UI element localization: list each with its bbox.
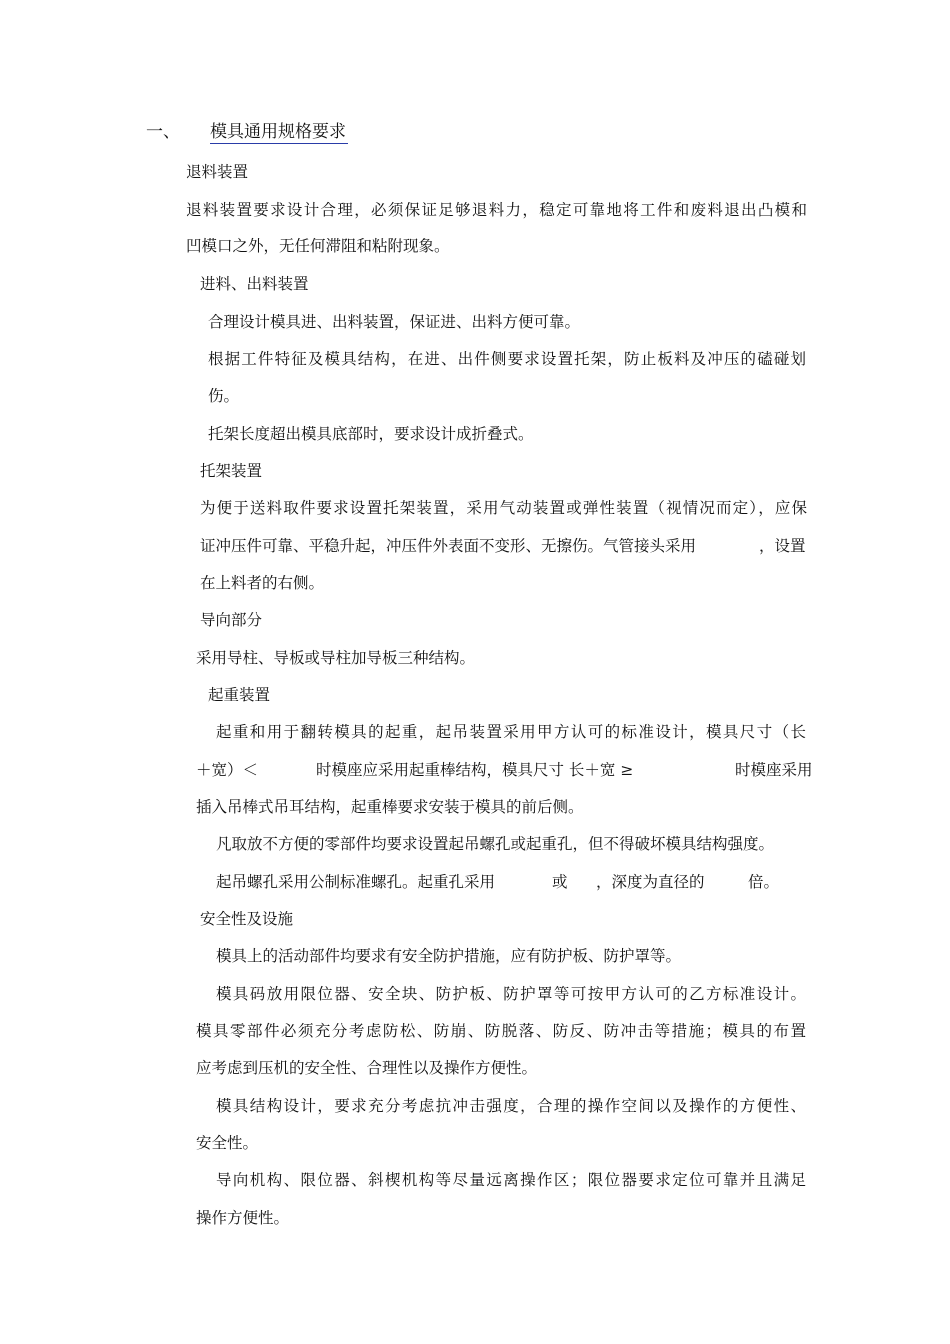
paragraph-line: 托架长度超出模具底部时，要求设计成折叠式。 xyxy=(208,425,534,443)
paragraph-line-fragment: 起吊螺孔采用公制标准螺孔。起重孔采用 xyxy=(216,873,496,891)
paragraph-line: 凹模口之外，无任何滞阻和粘附现象。 xyxy=(186,237,450,255)
subheading-guide: 导向部分 xyxy=(200,611,263,629)
paragraph-line: 凡取放不方便的零部件均要求设置起吊螺孔或起重孔，但不得破坏模具结构强度。 xyxy=(216,835,775,853)
paragraph-line: 采用导柱、导板或导柱加导板三种结构。 xyxy=(196,649,476,667)
subheading-feed: 进料、出料装置 xyxy=(200,275,309,293)
paragraph-line: 模具结构设计，要求充分考虑抗冲击强度，合理的操作空间以及操作的方便性、 xyxy=(216,1097,806,1115)
paragraph-line-fragment: 或 xyxy=(552,873,568,891)
paragraph-line-fragment: 倍。 xyxy=(748,873,780,891)
paragraph-line: 根据工件特征及模具结构，在进、出件侧要求设置托架，防止板料及冲压的磕碰划 xyxy=(208,350,806,368)
paragraph-line: 插入吊棒式吊耳结构，起重棒要求安装于模具的前后侧。 xyxy=(196,798,584,816)
paragraph-line-fragment: ，深度为直径的 xyxy=(596,873,705,891)
section-title: 模具通用规格要求 xyxy=(210,122,346,142)
subheading-ejector: 退料装置 xyxy=(186,163,249,181)
subheading-bracket: 托架装置 xyxy=(200,462,263,480)
paragraph-line-fragment: ＋宽）＜ xyxy=(196,761,259,779)
paragraph-line: 模具上的活动部件均要求有安全防护措施，应有防护板、防护罩等。 xyxy=(216,947,682,965)
paragraph-line: 起重和用于翻转模具的起重，起吊装置采用甲方认可的标准设计，模具尺寸（长 xyxy=(216,723,806,741)
paragraph-line-fragment: ，设置 xyxy=(759,537,806,555)
paragraph-line: 操作方便性。 xyxy=(196,1209,290,1227)
paragraph-line: 导向机构、限位器、斜楔机构等尽量远离操作区；限位器要求定位可靠并且满足 xyxy=(216,1171,806,1189)
paragraph-line: 模具码放用限位器、安全块、防护板、防护罩等可按甲方认可的乙方标准设计。 xyxy=(216,985,806,1003)
subheading-lifting: 起重装置 xyxy=(208,686,271,704)
paragraph-line: 安全性。 xyxy=(196,1134,259,1152)
paragraph-line: 合理设计模具进、出料装置，保证进、出料方便可靠。 xyxy=(208,313,581,331)
subheading-safety: 安全性及设施 xyxy=(200,910,294,928)
paragraph-line: 证冲压件可靠、平稳升起，冲压件外表面不变形、无擦伤。气管接头采用 xyxy=(200,537,697,555)
paragraph-line: 伤。 xyxy=(208,387,240,405)
paragraph-line: 应考虑到压机的安全性、合理性以及操作方便性。 xyxy=(196,1059,538,1077)
paragraph-line: 为便于送料取件要求设置托架装置，采用气动装置或弹性装置（视情况而定），应保 xyxy=(200,499,807,517)
paragraph-line: 在上料者的右侧。 xyxy=(200,574,325,592)
paragraph-line-fragment: 时模座采用 xyxy=(735,761,813,779)
paragraph-line: 模具零部件必须充分考虑防松、防崩、防脱落、防反、防冲击等措施；模具的布置 xyxy=(196,1022,806,1040)
paragraph-line: 退料装置要求设计合理，必须保证足够退料力，稳定可靠地将工件和废料退出凸模和 xyxy=(186,201,807,219)
paragraph-line-fragment: 时模座应采用起重棒结构，模具尺寸 长＋宽 ≥ xyxy=(316,761,634,779)
section-number: 一、 xyxy=(146,122,180,142)
